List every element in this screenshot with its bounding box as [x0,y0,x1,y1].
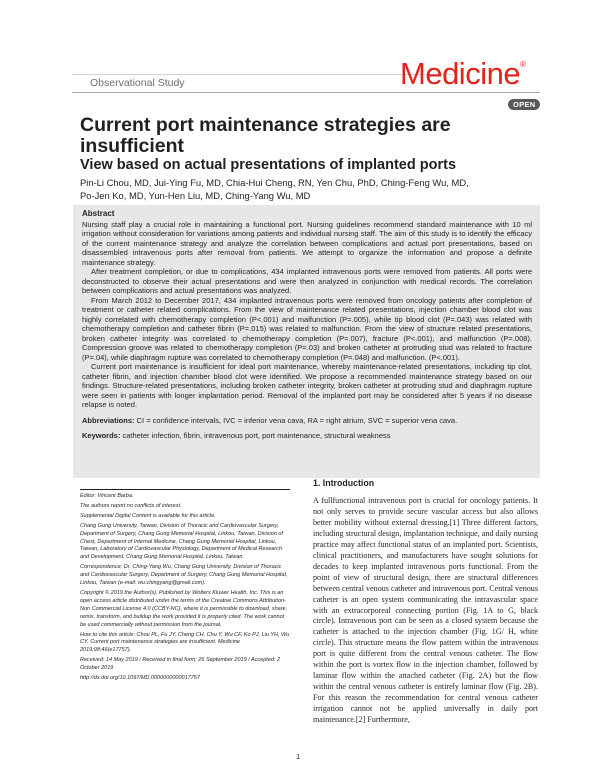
introduction-heading: 1. Introduction [313,478,375,488]
section-label: Observational Study [90,77,185,89]
abstract-paragraph-3: From March 2012 to December 2017, 434 implanted intravenous ports were removed from oncology patients after completion of treatment or catheter related complications. From the view of maintenance related presentations, injection chamber blood clot was highly correlated with chemotherapy completion (P<.001) and malfunction (P=.005), while tip blood clot (P=.043) was related with chemotherapy completion and catheter fibrin (P=.015) was related to malfunction. From the view of structure related presentations, broken catheter integrity was correlated to chemotherapy completion (P=.007), fracture (P<.001), and malfunction (P=.008). Compression groove was related to chemotherapy completion (P=.03) and broken catheter at protruding stud was related to fracture (P=.04), while diaphragm rupture was correlated to chemotherapy completion (P=.048) and malfunction. (P<.001). [82,295,532,362]
abbreviations-text: CI = confidence intervals, IVC = inferior vena cava, RA = right atrium, SVC = superior vena cava. [136,415,458,425]
article-title: Current port maintenance strategies are insufficient [80,114,451,157]
editor-note: Editor: Vincent Barba. [80,493,134,499]
journal-logo[interactable] [400,56,525,92]
correspondence-note: Correspondence: Dr. Ching-Yang Wu, Chang Gung University, Division of Thoracic and Cardiovascular Surgery, Department of Surgery, Chang Gung Memorial Hospital, Linkou, Taiwan (e-mail: wu.chingyang@gmail.com). [80,564,288,587]
page-number: 1 [296,752,301,761]
keywords-text: catheter infection, fibrin, intravenous port, port maintenance, structural weakness [122,431,391,440]
article-subtitle: View based on actual presentations of implanted ports [80,157,457,173]
keywords-row [82,431,532,441]
footnotes-column [80,489,290,685]
copyright-note: Copyright © 2019 the Author(s). Published by Wolters Kluwer Health, Inc. This is an open access article distributed under the terms of the Creative Commons Attribution-Non Commercial License 4.0 (CCBY-NC), where it is permissible to download, share, remix, transform, and buildup the work provided it is properly cited. The work cannot be used commercially without permission from the journal. [80,589,288,628]
body-column [313,478,538,726]
footnote-rule [80,489,290,490]
abbreviations-label: Abbreviations: [82,415,135,425]
abstract-heading: Abstract [82,209,115,218]
citation-note: How to cite this article: Chou PL, Fu JY, Cheng CH, Chu Y, Wu CF, Ko PJ, Liu YH, Wu CY. Current port maintenance strategies are insufficient. Medicine 2019;98:46(e17757). [80,631,290,654]
doi-link[interactable]: http://dx.doi.org/10.1097/MD.0000000000017757 [80,675,200,682]
author-list [80,176,540,202]
affiliations-note: Chang Gung University, Taiwan, Division of Thoracic and Cardiovascular Surgery, Department of Surgery, Chang Gung Memorial Hospital, Linkou, Taiwan, Division of Chest, Department of Internal Medicine, Chang Gung Memorial Hospital, Linkou, Taiwan, Laboratory of Cardiovascular Physiology, Department of Medical Research and Development, Chang Gung Memorial Hospital, Linkou, Taiwan. [80,522,283,561]
author-line-2: Po-Jen Ko, MD, Yun-Hen Liu, MD, Ching-Yang Wu, MD [80,190,311,201]
author-line-1: Pin-Li Chou, MD, Jui-Ying Fu, MD, Chia-Hui Cheng, RN, Yen Chu, PhD, Ching-Feng Wu, MD, [80,177,469,188]
abstract-paragraph-2: After treatment completion, or due to complications, 434 implanted intravenous ports were removed from patients. All ports were deconstructed to observe their actual presentations and were then analyzed in conjunction with medical records. The correlation between complications and actual presentations was analyzed. [82,267,532,295]
header-rule [72,92,540,93]
abbreviations-row [82,416,532,426]
introduction-paragraph: A fullfunctional intravenous port is crucial for oncology patients. It not only serves to provide secure vascular access but also allows better mobility without external dressing.[1] Three different factors, including structural design, implantation technique, and daily nursing practice may affect functional status of an implanted port. Scientists, clinical practitioners, and manufacturers have sought solutions for decades to keep implanted intravenous ports functional. From the point of view of structural design, there are structural differences between central venous catheter and intravenous port. Central venous catheter is an open system communicating the intravascular space with an extracorporeal connecting portion (Fig. 1A to G, black circle). Intravenous port can be seen as a closed system because the catheter is attached to the injection chamber (Fig. 1G/ H, white circle). This structure means the flow pattern within the intravenous port is quite different from the central venous catheter. The flow within the port is vortex flow in the injection chamber, followed by laminar flow within the attached catheter (Fig. 2A) but the flow within the central venous catheter is entirely laminar flow (Fig. 2B). For this reason the recommendation for central venous catheter irrigation cannot not be applied universally in daily port maintenance.[2] Furthermore, [313,496,539,725]
open-access-badge: OPEN [508,99,540,110]
registered-mark: ® [520,60,526,69]
supplemental-note: Supplemental Digital Content is available for this article. [80,512,216,519]
abstract-paragraph-4: Current port maintenance is insufficient for ideal port maintenance, whereby maintenance-related presentations, including tip clot, catheter fibrin, and injection chamber blood clot were identified. We propose a recommended maintenance strategy based on our findings. Structure-related presentations, including broken catheter integrity, broken catheter at protruding stud and diaphragm rupture were seen in patients with longer implantation period. Removal of the implanted port may be considered after 5 years if no disease relapse is noted. [82,362,532,409]
received-note: Received: 14 May 2019 / Received in final form: 26 September 2019 / Accepted: 2 October 2019 [80,657,281,672]
keywords-label: Keywords: [82,431,121,440]
header-top-rule [72,74,452,75]
journal-name: Medicine [400,56,521,91]
conflict-note: The authors report no conflicts of interest. [80,502,182,509]
abstract-paragraph-1: Nursing staff play a crucial role in maintaining a functional port. Nursing guidelines recommend standard maintenance with 10 ml irrigation without consideration for variations among patients and individual nursing staff. The aim of this study is to identify the efficacy of the current maintenance strategy and analyze the correlation between complications and actual port presentations, based on disassembled intravenous ports after removal from patients. We attempt to organize the information and propose a definite maintenance strategy. [82,219,532,267]
abstract-content [82,209,532,441]
